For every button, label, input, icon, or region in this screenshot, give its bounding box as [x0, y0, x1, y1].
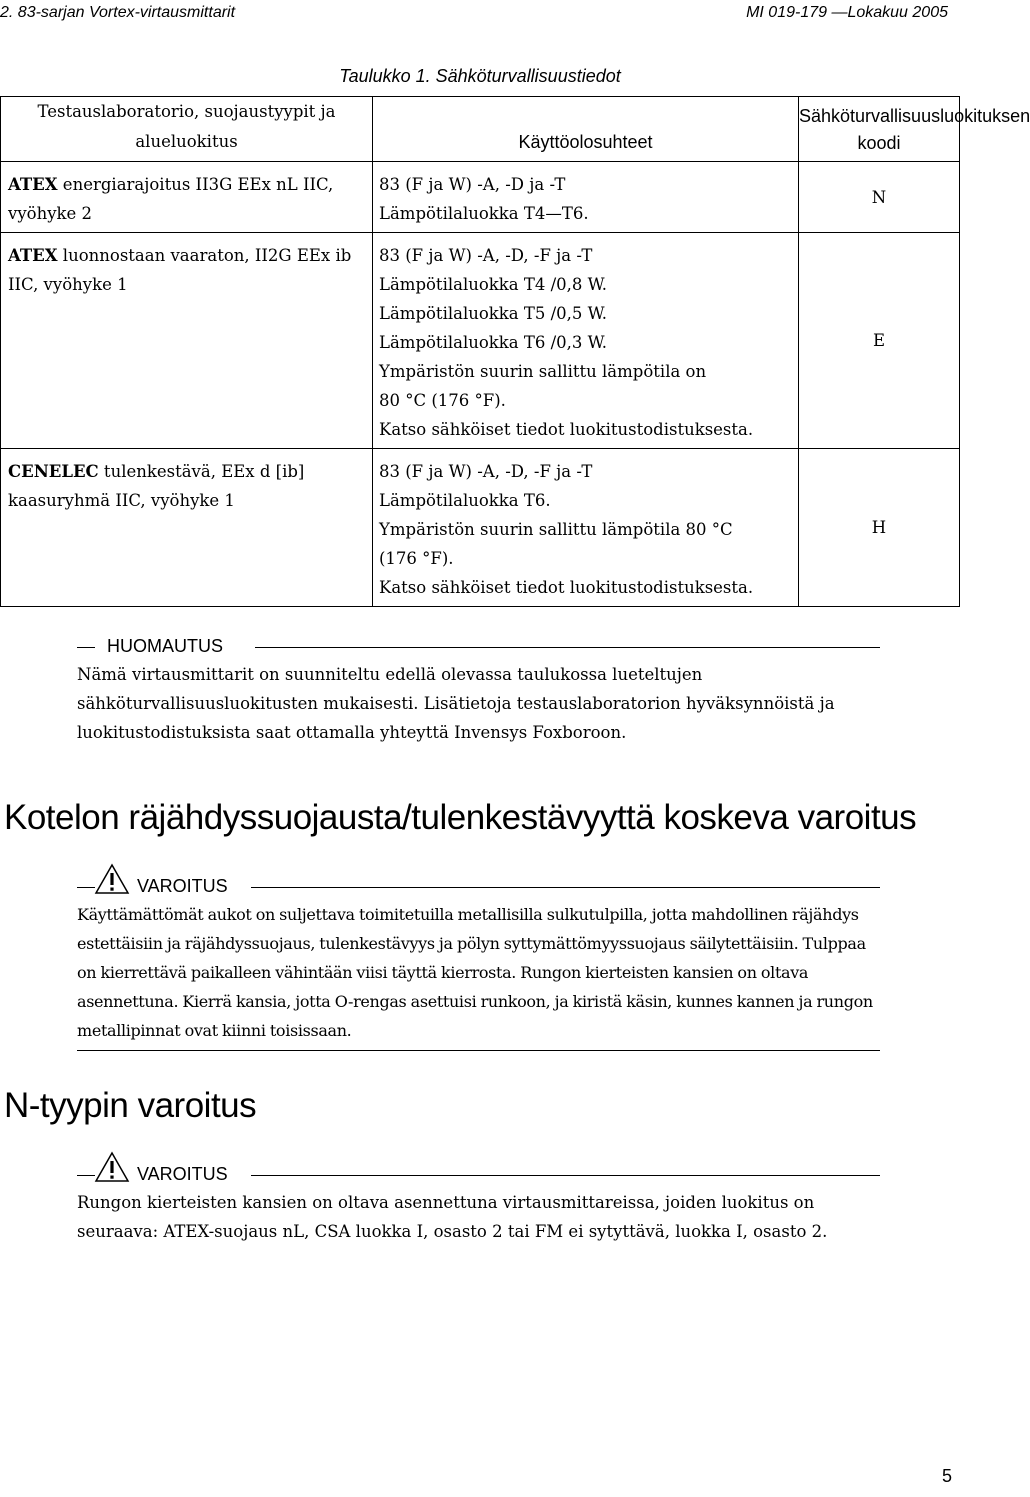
rule [251, 1175, 880, 1176]
header-code: Sähköturvallisuusluokituksen koodi [799, 97, 960, 162]
warning-triangle-icon [95, 1152, 129, 1182]
condition-line: 83 (F ja W) -A, -D, -F ja -T [379, 246, 593, 265]
lab-name: CENELEC [8, 462, 99, 481]
lab-detail: energiarajoitus II3G EEx nL IIC, vyöhyke 2 [8, 175, 334, 223]
condition-line: Ympäristön suurin sallittu lämpötila on [379, 362, 707, 381]
note-header [77, 636, 880, 660]
lab-detail: tulenkestävä, EEx d [ib] kaasuryhmä IIC, vyöhyke 1 [8, 462, 305, 510]
note-text: Nämä virtausmittarit on suunniteltu edellä olevassa taulukossa lueteltujen sähköturvallisuusluokitusten mukaisesti. Lisätietoja testauslaboratorion hyväksynnöistä ja luokitustodistuksista saat ottamalla yhteyttä Invensys Foxboroon. [77, 665, 835, 742]
conditions-cell [373, 449, 799, 607]
lab-cell [1, 162, 373, 233]
lab-name: ATEX [8, 175, 58, 194]
condition-line: 83 (F ja W) -A, -D, -F ja -T [379, 462, 593, 481]
condition-line: Katso sähköiset tiedot luokitustodistuksesta. [379, 420, 754, 439]
table-caption: Taulukko 1. Sähköturvallisuustiedot [339, 66, 621, 86]
condition-line: 83 (F ja W) -A, -D ja -T [379, 175, 566, 194]
header-conditions: Käyttöolosuhteet [373, 97, 799, 162]
page-number: 5 [941, 1466, 952, 1486]
rule [251, 887, 880, 888]
warning-header [77, 1164, 880, 1188]
lab-detail: luonnostaan vaaraton, II2G EEx ib IIC, vyöhyke 1 [8, 246, 352, 294]
condition-line: Katso sähköiset tiedot luokitustodistuksesta. [379, 578, 754, 597]
running-header-docref: MI 019-179 —Lokakuu 2005 [746, 4, 948, 21]
running-header-title: 2. 83-sarjan Vortex-virtausmittarit [0, 4, 236, 21]
warning-header [77, 876, 880, 900]
rule [255, 647, 880, 648]
lab-cell [1, 233, 373, 449]
section-heading-enclosure-warning: Kotelon räjähdyssuojausta/tulenkestävyyttä koskeva varoitus [4, 798, 917, 837]
rule [77, 1175, 95, 1176]
condition-line: Ympäristön suurin sallittu lämpötila 80 °C [379, 520, 733, 539]
lab-cell [1, 449, 373, 607]
condition-line: Lämpötilaluokka T4—T6. [379, 204, 589, 223]
condition-line: Lämpötilaluokka T5 /0,5 W. [379, 304, 607, 323]
code-cell: E [799, 233, 960, 449]
table-row [1, 233, 960, 449]
rule [77, 887, 95, 888]
lab-name: ATEX [8, 246, 58, 265]
code-cell: H [799, 449, 960, 607]
section-heading-n-type-warning: N-tyypin varoitus [4, 1086, 257, 1125]
electrical-safety-table [0, 96, 1030, 607]
condition-line: Lämpötilaluokka T4 /0,8 W. [379, 275, 607, 294]
warning-label: VAROITUS [137, 876, 228, 896]
condition-line: 80 °C (176 °F). [379, 391, 506, 410]
note-label: HUOMAUTUS [107, 636, 223, 656]
conditions-cell [373, 233, 799, 449]
conditions-cell [373, 162, 799, 233]
condition-line: (176 °F). [379, 549, 454, 568]
condition-line: Lämpötilaluokka T6. [379, 491, 551, 510]
warning-text-enclosure: Käyttämättömät aukot on suljettava toimitetuilla metallisilla sulkutulpilla, jotta mahdollinen räjähdys estettäisiin ja räjähdyssuojaus, tulenkestävyys ja pölyn syttymättömyyssuojaus säilytettäisiin. Tulppaa on kierrettävä paikalleen vähintään viisi täyttä kierrosta. Rungon kierteisten kansien on oltava asennettuna. Kierrä kansia, jotta O-rengas asettuisi runkoon, ja kiristä käsin, kunnes kannen ja rungon metallipinnat ovat kiinni toisissaan. [77, 905, 873, 1040]
condition-line: Lämpötilaluokka T6 /0,3 W. [379, 333, 607, 352]
warning-end-rule [77, 1050, 880, 1051]
table-header-row [1, 97, 960, 162]
warning-label: VAROITUS [137, 1164, 228, 1184]
table-row [1, 449, 960, 607]
code-cell: N [799, 162, 960, 233]
table-row [1, 162, 960, 233]
warning-triangle-icon [95, 864, 129, 894]
warning-text-n-type: Rungon kierteisten kansien on oltava asennettuna virtausmittareissa, joiden luokitus on seuraava: ATEX-suojaus nL, CSA luokka I, osasto 2 tai FM ei sytyttävä, luokka I, osasto 2. [77, 1193, 828, 1241]
header-lab: Testauslaboratorio, suojaustyypit ja alueluokitus [1, 97, 373, 162]
rule [77, 647, 95, 648]
